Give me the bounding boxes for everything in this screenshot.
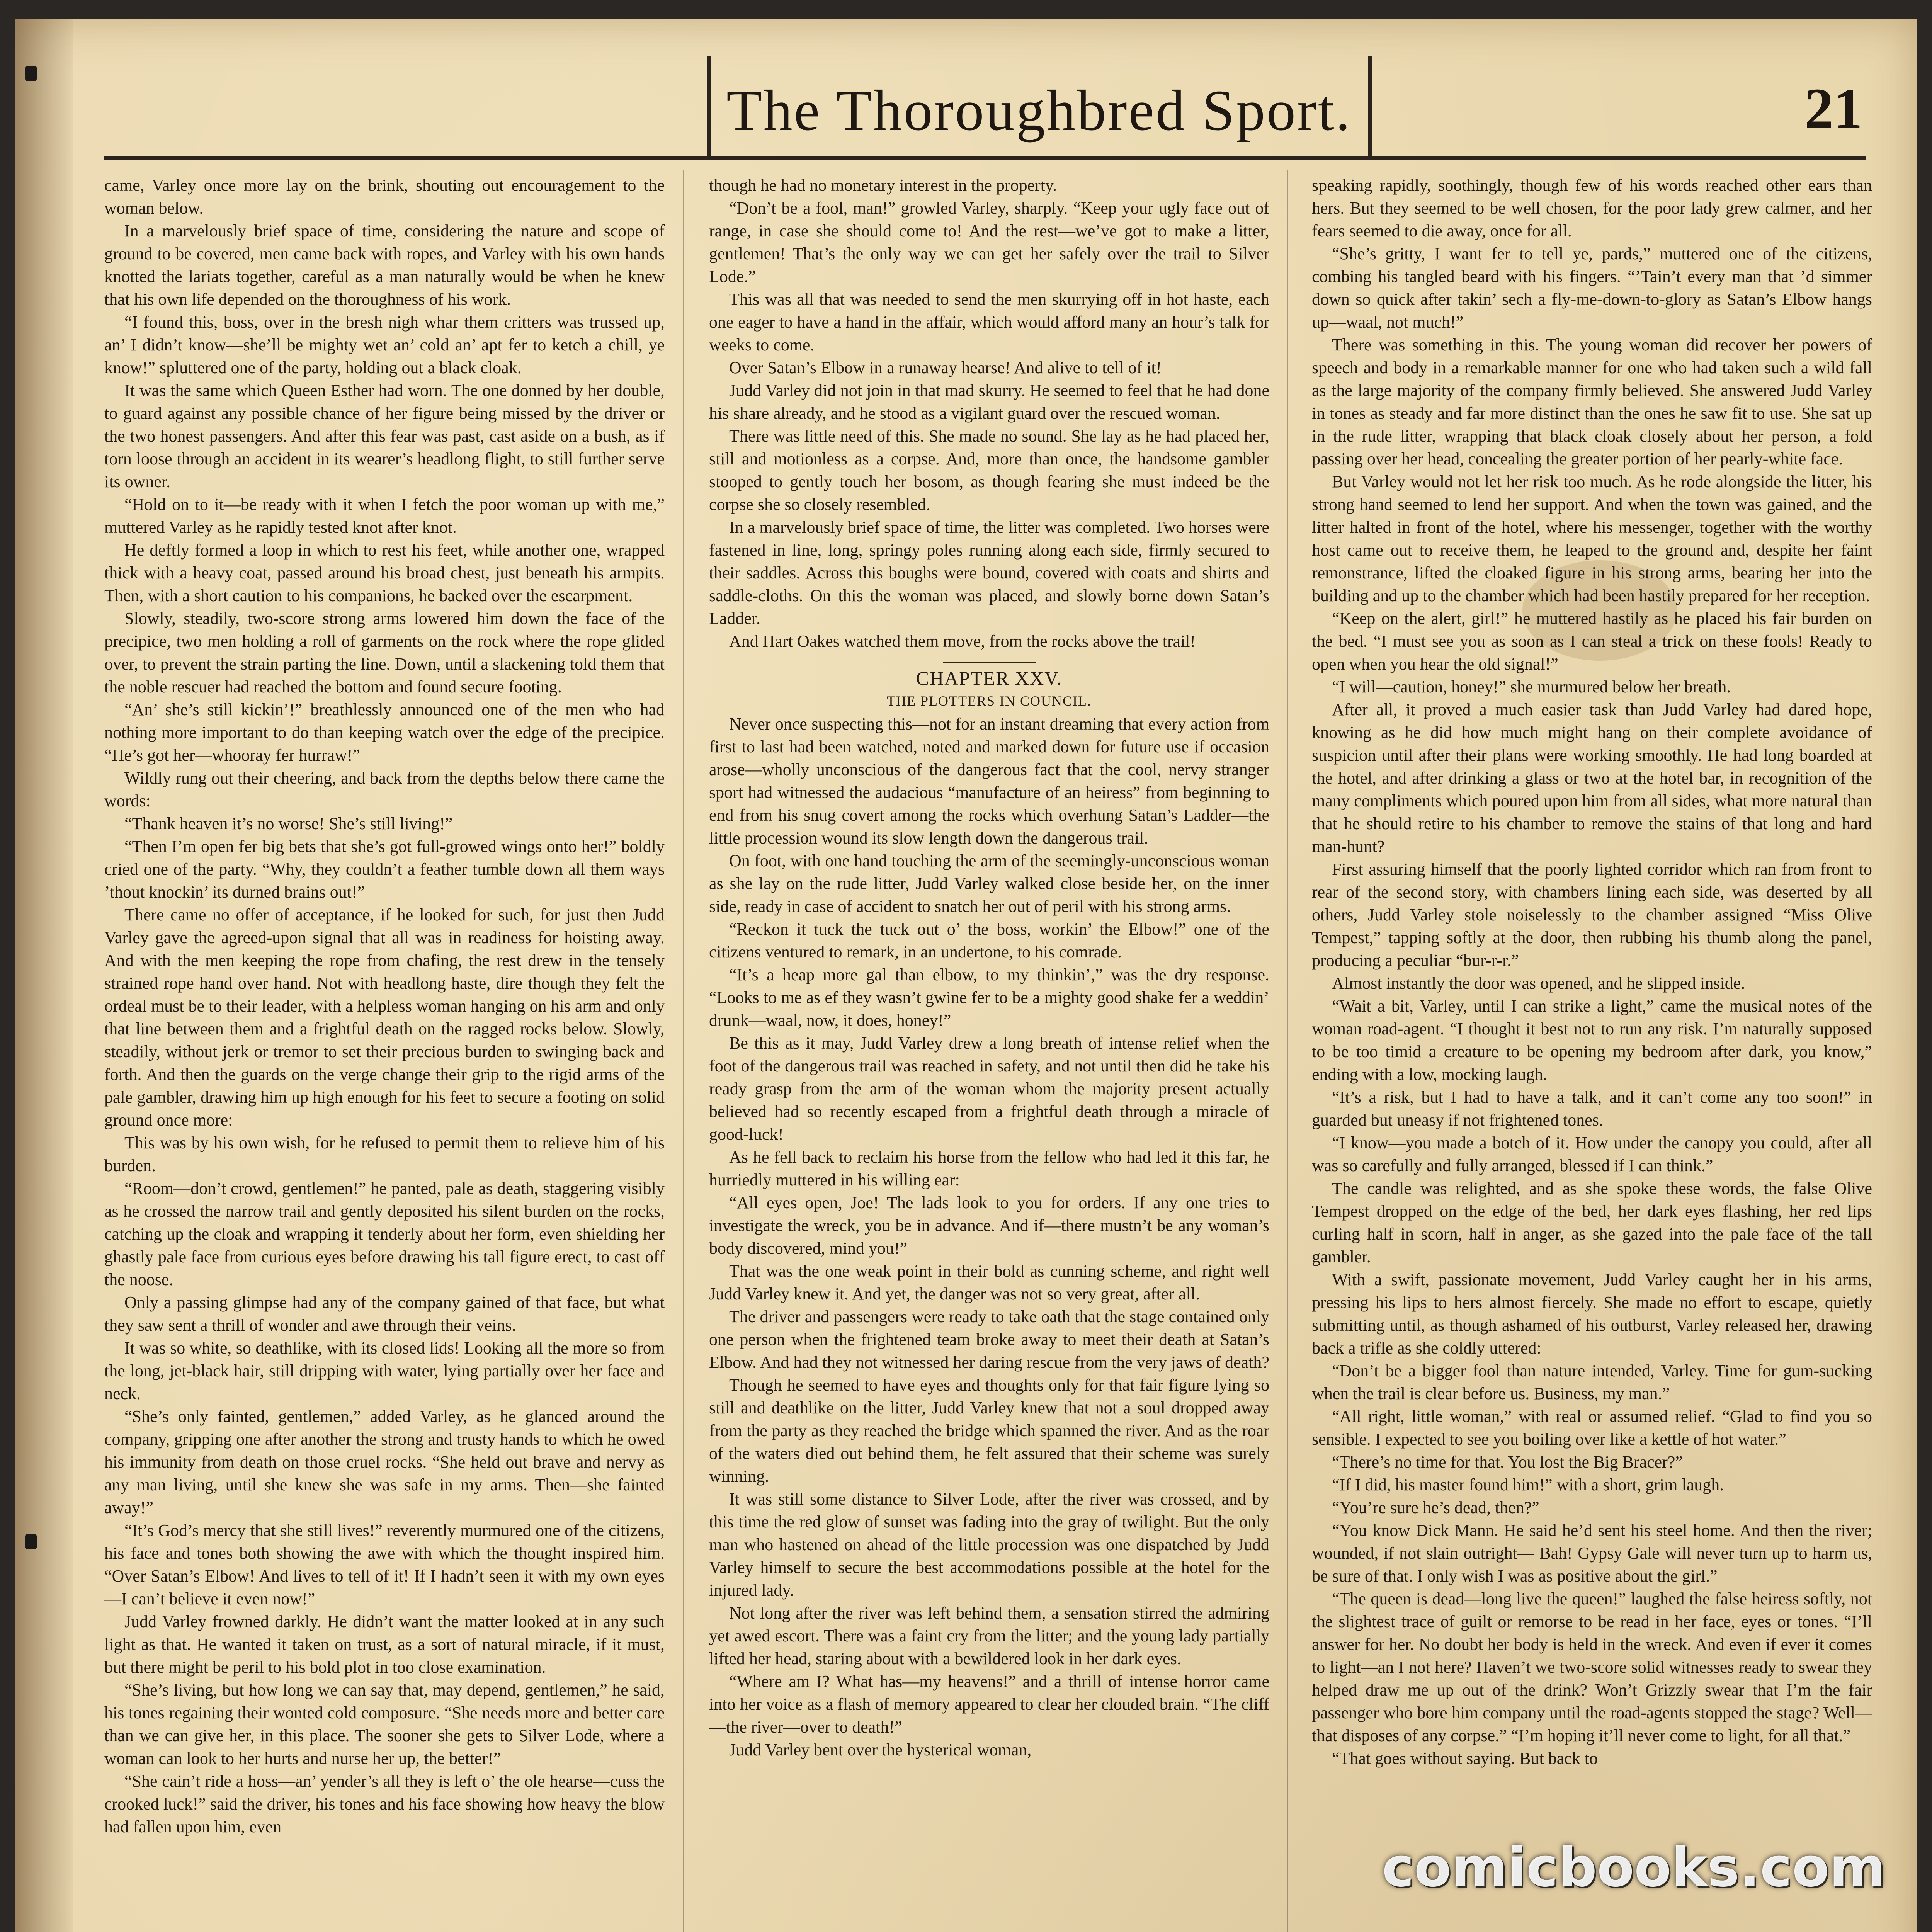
column-divider: [1287, 170, 1288, 1932]
article-paragraph: This was all that was needed to send the men skurrying off in hot haste, each one eager to have a hand in the affair, which would afford many an hour’s talk for weeks to come.: [709, 290, 1269, 354]
article-paragraph: There was little need of this. She made no sound. She lay as he had placed her, still and motionless as a corpse. And, more than once, the handsome gambler stooped to gently touch her bosom, as though fearing she must indeed be the corpse she so closely resembled.: [709, 427, 1269, 514]
article-paragraph: came, Varley once more lay on the brink, shouting out encouragement to the woman below.: [104, 176, 665, 218]
article-paragraph: That was the one weak point in their bold as cunning scheme, and right well Judd Varley knew it. And yet, the danger was not so very great, after all.: [709, 1262, 1269, 1303]
article-paragraph: Never once suspecting this—not for an instant dreaming that every action from first to last had been watched, noted and marked down for future use if occasion arose—wholly unconscious of the dangerous fact that the cool, nervy stranger sport had witnessed the audacious “manufacture of an heiress” from beginning to end from his snug covert among the rocks which overhung Satan’s Ladder—the little procession wound its slow length down the dangerous trail.: [709, 714, 1269, 847]
article-paragraph: After all, it proved a much easier task than Judd Varley had dared hope, knowing as he did how much might hang on their complete avoidance of suspicion until after their plans were working smoothly. He had long boarded at the hotel, and after drinking a glass or two at the hotel bar, in recognition of the many compliments which poured upon him from all sides, what more natural than that he should retire to his chamber to remove the stains of that long and hard man-hunt?: [1312, 700, 1872, 856]
article-paragraph: Only a passing glimpse had any of the company gained of that face, but what they saw sent a thrill of wonder and awe through their veins.: [104, 1293, 665, 1335]
article-paragraph: Be this as it may, Judd Varley drew a long breath of intense relief when the foot of the dangerous trail was reached in safety, and not until then did he take his ready grasp from the arm of the woman whom the majority present actually believed had so recently escaped from a frightful death through a miracle of good-luck!: [709, 1034, 1269, 1144]
page-header: [104, 56, 1866, 160]
article-paragraph: “I found this, boss, over in the bresh nigh whar them critters was trussed up, an’ I didn’t know—she’ll be mighty wet an’ cold an’ apt fer to ketch a chill, ye know!” spluttered one of the party, holding out a black cloak.: [104, 313, 665, 377]
article-paragraph: There came no offer of acceptance, if he looked for such, for just then Judd Varley gave the agreed-upon signal that all was in readiness for hoisting away. And with the men keeping the rope from chafing, the rest drew in the tensely strained rope hand over hand. Not with headlong haste, dire though they felt the ordeal must be to their leader, with a helpless woman hanging on his arm and only that line between them and a frightful death on the ragged rocks below. Slowly, steadily, without jerk or tremor to set their precious burden to swinging back and forth. And then the guards on the verge change their grip to the rigid arms of the pale gambler, drawing him up high enough for his feet to secure a footing on solid ground once more:: [104, 905, 665, 1129]
article-paragraph: “That goes without saying. But back to: [1332, 1749, 1598, 1768]
article-paragraph: speaking rapidly, soothingly, though few of his words reached other ears than hers. But they seemed to be well chosen, for the poor lady grew calmer, and her fears seemed to die away, once for all.: [1312, 176, 1872, 240]
newspaper-page: [15, 19, 1917, 1932]
article-paragraph: On foot, with one hand touching the arm of the seemingly-unconscious woman as she lay on the rude litter, Judd Varley walked close beside her, on the inner side, ready in case of accident to snatch her out of peril with his strong arms.: [709, 851, 1269, 916]
article-paragraph: “Where am I? What has—my heavens!” and a thrill of intense horror came into her voice as a flash of memory appeared to clear her clouded brain. “The cliff—the river—over to death!”: [709, 1672, 1269, 1736]
article-paragraph: “Thank heaven it’s no worse! She’s still living!”: [124, 814, 453, 833]
article-paragraph: As he fell back to reclaim his horse from the fellow who had led it this far, he hurriedly muttered in his willing ear:: [709, 1148, 1269, 1189]
article-paragraph: It was still some distance to Silver Lode, after the river was crossed, and by this time the red glow of sunset was fading into the gray of twilight. But the only man who hastened on ahead of the little procession was one dispatched by Judd Varley himself to secure the best accommodations possible at the hotel for the injured lady.: [709, 1490, 1269, 1600]
page-number: 21: [1804, 77, 1862, 141]
column-divider: [683, 170, 684, 1932]
article-paragraph: The candle was relighted, and as she spoke these words, the false Olive Tempest dropped on the edge of the bed, her dark eyes flashing, her red lips curling half in scorn, half in anger, as she gazed into the pale face of the tall gambler.: [1312, 1179, 1872, 1266]
article-paragraph: “It’s a heap more gal than elbow, to my thinkin’,” was the dry response. “Looks to me as ef they wasn’t gwine fer to be a mighty good shake fer a weddin’ drunk—waal, now, it does, honey!”: [709, 965, 1269, 1030]
article-paragraph: Judd Varley did not join in that mad skurry. He seemed to feel that he had done his share already, and he stood as a vigilant guard over the rescued woman.: [709, 381, 1269, 423]
chapter-heading: CHAPTER XXV.: [916, 667, 1063, 689]
chapter-separator: [943, 662, 1036, 663]
article-paragraph: “She cain’t ride a hoss—an’ yender’s all they is left o’ the ole hearse—cuss the crooked luck!” said the driver, his tones and his face showing how heavy the blow had fallen upon him, even: [104, 1772, 665, 1836]
article-paragraph: “It’s a risk, but I had to have a talk, and it can’t come any too soon!” in guarded but uneasy if not frightened tones.: [1312, 1088, 1872, 1129]
binding-tear: [25, 1534, 37, 1549]
article-paragraph: This was by his own wish, for he refused to permit them to relieve him of his burden.: [104, 1133, 665, 1175]
article-paragraph: Judd Varley bent over the hysterical woman,: [729, 1740, 1032, 1759]
article-paragraph: There was something in this. The young woman did recover her powers of speech and body in a remarkable manner for one who had taken such a wild fall as the large majority of the company firmly believed. She answered Judd Varley in tones as steady and far more distinct than the ones he saw fit to use. She sat up in the rude litter, wrapping that black cloak closely about her person, a fold passing over her head, concealing the greater portion of her pearly-white face.: [1312, 335, 1872, 468]
article-paragraph: “She’s only fainted, gentlemen,” added Varley, as he glanced around the company, gripping one after another the strong and trusty hands to which he owed his immunity from death on those cruel rocks. “She held out brave and nervy as any man living, until she knew she was safe in my arms. Then—she fainted away!”: [104, 1407, 665, 1517]
article-paragraph: “She’s living, but how long we can say that, may depend, gentlemen,” he said, his tones regaining their wonted cold composure. “She needs more and better care than we can give her, in this place. The sooner she gets to Silver Lode, where a woman can look to her hurts and nurse her up, the better!”: [104, 1680, 665, 1768]
article-paragraph: “The queen is dead—long live the queen!” laughed the false heiress softly, not the slightest trace of guilt or remorse to be read in her face, eyes or tones. “I’ll answer for her. No doubt her body is held in the wreck. And even if ever it comes to light—an I not here? Haven’t we two-score solid witnesses ready to swear they helped draw me up out of the drink? Won’t Grizzly swear that I’m the fair passenger who bore him company until the road-agents stopped the stage? Well—that disposes of any corpse.” “I’m hoping it’ll never come to light, for all that.”: [1312, 1589, 1872, 1745]
article-paragraph: “All right, little woman,” with real or assumed relief. “Glad to find you so sensible. I expected to see you boiling over like a kettle of hot water.”: [1312, 1407, 1872, 1449]
article-paragraph: “An’ she’s still kickin’!” breathlessly announced one of the men who had nothing more important to do than keeping watch over the edge of the precipice. “He’s got her—whooray fer hurraw!”: [104, 700, 665, 765]
article-paragraph: And Hart Oakes watched them move, from the rocks above the trail!: [729, 632, 1196, 651]
header-divider: [707, 56, 711, 156]
article-paragraph: “I know—you made a botch of it. How under the canopy you could, after all was so carefully and fully arranged, blessed if I can think.”: [1312, 1133, 1872, 1175]
article-paragraph: The driver and passengers were ready to take oath that the stage contained only one person when the frightened team broke away to meet their death at Satan’s Elbow. And had they not witnessed her daring rescue from the very jaws of death?: [709, 1307, 1269, 1372]
article-paragraph: Slowly, steadily, two-score strong arms lowered him down the face of the precipice, two men holding a roll of garments on the rock where the rope glided over, to prevent the strain parting the line. Down, until a slackening told them that the noble rescuer had reached the bottom and found secure footing.: [104, 609, 665, 696]
article-paragraph: He deftly formed a loop in which to rest his feet, while another one, wrapped thick with a heavy coat, passed around his broad chest, just beneath his armpits. Then, with a short caution to his companions, he backed over the escarpment.: [104, 541, 665, 605]
article-paragraph: Judd Varley frowned darkly. He didn’t want the matter looked at in any such light as that. He wanted it taken on trust, as a sort of natural miracle, if it must, but there might be peril to his bold plot in too close examination.: [104, 1612, 665, 1677]
article-paragraph: “Don’t be a bigger fool than nature intended, Varley. Time for gum-sucking when the trail is clear before us. Business, my man.”: [1312, 1361, 1872, 1403]
article-paragraph: “Don’t be a fool, man!” growled Varley, sharply. “Keep your ugly face out of range, in case she should come to! And the rest—we’ve got to make a litter, gentlemen! That’s the only way we can get her safely over the trail to Silver Lode.”: [709, 199, 1269, 286]
article-paragraph: Wildly rung out their cheering, and back from the depths below there came the words:: [104, 769, 665, 810]
article-paragraph: “You know Dick Mann. He said he’d sent his steel home. And then the river; wounded, if not slain outright— Bah! Gypsy Gale will never turn up to harm us, be sure of that. I only wish I was as positive about the girl.”: [1312, 1521, 1872, 1585]
article-paragraph: “Room—don’t crowd, gentlemen!” he panted, pale as death, staggering visibly as he crossed the narrow trail and gently deposited his silent burden on the rocks, catching up the cloak and wrapping it tenderly about her form, even shielding her ghastly pale face from curious eyes before drawing his tall figure erect, to cast off the noose.: [104, 1179, 665, 1289]
article-paragraph: “Wait a bit, Varley, until I can strike a light,” came the musical notes of the woman road-agent. “I thought it best not to run any risk. I’m naturally supposed to be too timid a creature to be opening my bedroom after dark, you know,” ending with a low, mocking laugh.: [1312, 997, 1872, 1084]
article-paragraph: In a marvelously brief space of time, considering the nature and scope of ground to be covered, men came back with ropes, and Varley with his own hands knotted the lariats together, careful as a man naturally would be when he knew that his own life depended on the thoroughness of his work.: [104, 221, 665, 309]
article-paragraph: “There’s no time for that. You lost the Big Bracer?”: [1332, 1452, 1683, 1471]
binding-edge: [15, 19, 73, 1932]
header-divider: [1368, 56, 1372, 156]
article-paragraph: “Keep on the alert, girl!” he muttered hastily as he placed his fair burden on the bed. “I must see you as soon as I can steal a trick on these fools! Ready to open when you hear the old signal!”: [1312, 609, 1872, 673]
binding-tear: [25, 66, 37, 81]
article-paragraph: Over Satan’s Elbow in a runaway hearse! And alive to tell of it!: [729, 358, 1162, 377]
article-paragraph: “Reckon it tuck the tuck out o’ the boss, workin’ the Elbow!” one of the citizens ventured to remark, in an undertone, to his comrade.: [709, 920, 1269, 961]
article-paragraph: “I will—caution, honey!” she murmured below her breath.: [1332, 677, 1731, 696]
text-column-2: [709, 174, 1269, 1932]
article-paragraph: Almost instantly the door was opened, and he slipped inside.: [1332, 974, 1745, 993]
article-paragraph: “It’s God’s mercy that she still lives!” reverently murmured one of the citizens, his face and tones both showing the awe with which the thought inspired him. “Over Satan’s Elbow! And lives to tell of it! If I hadn’t seen it with my own eyes—I can’t believe it even now!”: [104, 1521, 665, 1608]
article-paragraph: “All eyes open, Joe! The lads look to you for orders. If any one tries to investigate the wreck, you be in advance. And if—there mustn’t be any woman’s body discovered, mind you!”: [709, 1193, 1269, 1258]
running-title: The Thoroughbred Sport.: [726, 78, 1352, 143]
article-paragraph: though he had no monetary interest in the property.: [709, 176, 1057, 195]
article-paragraph: “She’s gritty, I want fer to tell ye, pards,” muttered one of the citizens, combing his tangled beard with his fingers. “’Tain’t every man that ’d simmer down so quick after takin’ sech a fly-me-down-to-glory as Satan’s Elbow hangs up—waal, not much!”: [1312, 244, 1872, 332]
article-paragraph: It was so white, so deathlike, with its closed lids! Looking all the more so from the long, jet-black hair, still dripping with water, lying partially over her face and neck.: [104, 1338, 665, 1403]
article-paragraph: It was the same which Queen Esther had worn. The one donned by her double, to guard against any possible chance of her figure being missed by the driver or the two honest passengers. And after this fear was past, cast aside on a bush, as if torn loose through an accident in its wearer’s headlong flight, to still further serve its owner.: [104, 381, 665, 491]
article-paragraph: Though he seemed to have eyes and thoughts only for that fair figure lying so still and deathlike on the litter, Judd Varley knew that not a soul dropped away from the party as they reached the bridge which spanned the river. And as the roar of the waters died out behind them, he felt assured that their scheme was surely winning.: [709, 1376, 1269, 1486]
article-paragraph: “If I did, his master found him!” with a short, grim laugh.: [1332, 1475, 1724, 1494]
site-watermark: comicbooks.com: [1382, 1836, 1886, 1899]
article-paragraph: First assuring himself that the poorly lighted corridor which ran from front to rear of the second story, with chambers lining each side, was deserted by all others, Judd Varley stole noiselessly to the chamber assigned “Miss Olive Tempest,” tapping softly at the door, then rubbing his thumb along the panel, producing a peculiar “bur-r-r.”: [1312, 860, 1872, 970]
text-column-1: [104, 174, 665, 1932]
text-column-3: [1312, 174, 1872, 1932]
article-paragraph: “Then I’m open fer big bets that she’s got full-growed wings onto her!” boldly cried one of the party. “Why, they couldn’t a feather tumble down all them ways ’thout knockin’ its durned brains out!”: [104, 837, 665, 901]
article-paragraph: With a swift, passionate movement, Judd Varley caught her in his arms, pressing his lips to hers almost fiercely. She made no effort to escape, quietly submitting until, as though ashamed of his outburst, Varley released her, drawing back a trifle as she coldly uttered:: [1312, 1270, 1872, 1357]
article-paragraph: “You’re sure he’s dead, then?”: [1332, 1498, 1539, 1517]
article-paragraph: Not long after the river was left behind them, a sensation stirred the admiring yet awed escort. There was a faint cry from the litter; and the young lady partially lifted her head, staring about with a bewildered look in her dark eyes.: [709, 1604, 1269, 1668]
article-paragraph: In a marvelously brief space of time, the litter was completed. Two horses were fastened in line, long, springy poles running along each side, firmly secured to their saddles. Across this boughs were bound, covered with coats and shirts and saddle-cloths. On this the woman was placed, and slowly borne down Satan’s Ladder.: [709, 518, 1269, 628]
chapter-subheading: THE PLOTTERS IN COUNCIL.: [887, 693, 1092, 709]
article-paragraph: “Hold on to it—be ready with it when I fetch the poor woman up with me,” muttered Varley as he rapidly tested knot after knot.: [104, 495, 665, 537]
article-paragraph: But Varley would not let her risk too much. As he rode alongside the litter, his strong hand seemed to lend her support. And when the town was gained, and the litter halted in front of the hotel, where his messenger, together with the worthy host came out to receive them, he leaped to the ground and, despite her faint remonstrance, lifted the cloaked figure in his strong arms, bearing her into the building and up to the chamber which had been hastily prepared for her reception.: [1312, 472, 1872, 605]
